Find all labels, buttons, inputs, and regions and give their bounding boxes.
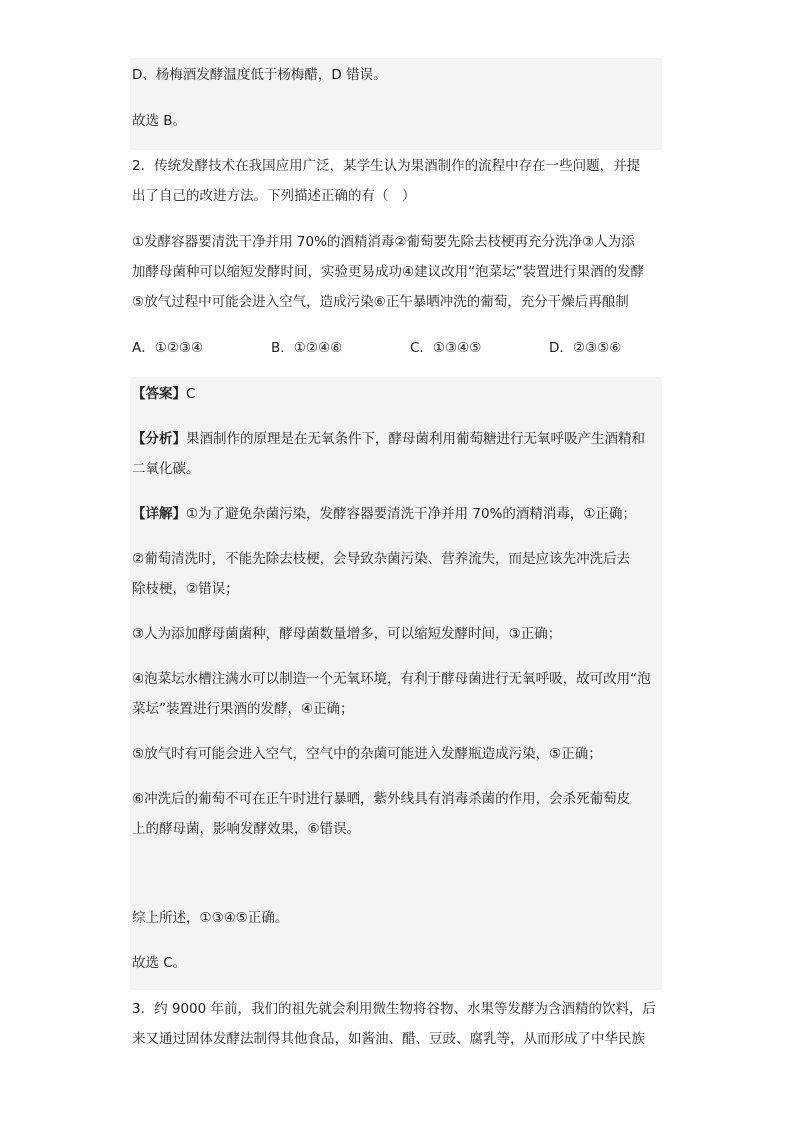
q2-analysis-line2: 二氧化碳。 xyxy=(132,461,200,477)
q3-stem-line1: 3．约 9000 年前，我们的祖先就会利用微生物将谷物、水果等发酵为含酒精的饮料，后 xyxy=(132,1001,657,1017)
q2-option-a: A．①②③④ xyxy=(132,340,204,356)
q2-statements-line3: ⑤放气过程中可能会进入空气，造成污染⑥正午暴晒冲洗的葡萄，充分干燥后再酿制 xyxy=(132,294,629,310)
q2-option-d: D．②③⑤⑥ xyxy=(549,340,622,356)
q2-detail-2-line2: 除枝梗，②错误； xyxy=(132,581,239,597)
q2-statements-line2: 加酵母菌种可以缩短发酵时间，实验更易成功④建议改用“泡菜坛”装置进行果酒的发酵 xyxy=(132,264,645,280)
q2-detail-1 xyxy=(132,504,662,524)
q2-detail-6-line2: 上的酵母菌，影响发酵效果，⑥错误。 xyxy=(132,821,361,837)
q2-detail-3: ③人为添加酵母菌菌种，酵母菌数量增多，可以缩短发酵时间，③正确； xyxy=(132,626,562,642)
answer-label: 【答案】 xyxy=(132,386,186,402)
q2-detail-5: ⑤放气时有可能会进入空气，空气中的杂菌可能进入发酵瓶造成污染，⑤正确； xyxy=(132,746,602,762)
q2-answer xyxy=(132,384,662,404)
analysis-text: 果酒制作的原理是在无氧条件下，酵母菌利用葡萄糖进行无氧呼吸产生酒精和 xyxy=(186,431,645,447)
q2-statements-line1: ①发酵容器要清洗干净并用 70%的酒精消毒②葡萄要先除去枝梗再充分洗净③人为添 xyxy=(132,234,635,250)
prev-conclusion: 故选 B。 xyxy=(132,113,187,129)
q2-stem-line2: 出了自己的改进方法。下列描述正确的有（ ） xyxy=(132,188,416,204)
answer-value: C xyxy=(186,386,196,402)
q2-detail-6-line1: ⑥冲洗后的葡萄不可在正午时进行暴晒，紫外线具有消毒杀菌的作用，会杀死葡萄皮 xyxy=(132,791,631,807)
q2-summary: 综上所述，①③④⑤正确。 xyxy=(132,910,289,926)
q3-stem-line2: 来又通过固体发酵法制得其他食品，如酱油、醋、豆豉、腐乳等，从而形成了中华民族 xyxy=(132,1031,645,1047)
q2-option-b: B．①②④⑥ xyxy=(271,340,343,356)
q2-detail-4-line2: 菜坛”装置进行果酒的发酵，④正确； xyxy=(132,701,354,717)
q2-detail-4-line1: ④泡菜坛水槽注满水可以制造一个无氧环境，有利于酵母菌进行无氧呼吸，故可改用“泡 xyxy=(132,671,651,687)
q2-conclusion: 故选 C。 xyxy=(132,955,187,971)
analysis-label: 【分析】 xyxy=(132,431,186,447)
q2-detail-2-line1: ②葡萄清洗时，不能先除去枝梗，会导致杂菌污染、营养流失，而是应该先冲洗后去 xyxy=(132,551,631,567)
detail-1-text: ①为了避免杂菌污染，发酵容器要清洗干净并用 70%的酒精消毒，①正确； xyxy=(186,506,637,522)
q2-analysis-line1 xyxy=(132,429,662,449)
prev-option-d-analysis: D、杨梅酒发酵温度低于杨梅醋，D 错误。 xyxy=(132,67,387,83)
q2-option-c: C．①③④⑤ xyxy=(410,340,482,356)
q2-stem-line1: 2．传统发酵技术在我国应用广泛，某学生认为果酒制作的流程中存在一些问题，并提 xyxy=(132,158,641,174)
detail-label: 【详解】 xyxy=(132,506,186,522)
